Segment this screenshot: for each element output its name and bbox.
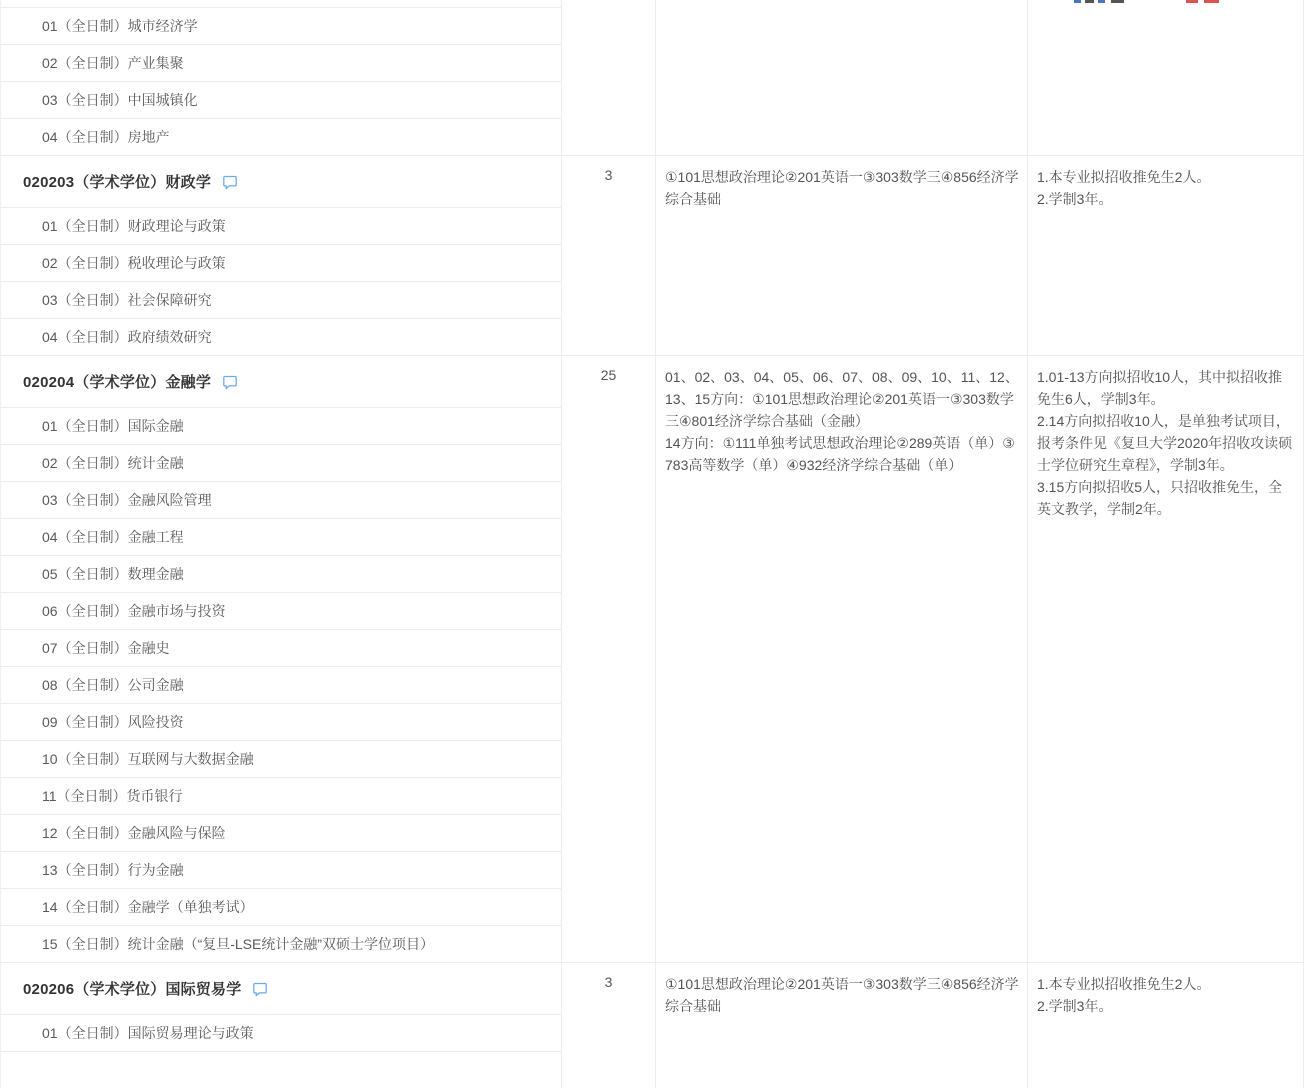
direction-row[interactable] <box>1 555 561 592</box>
comment-icon[interactable] <box>222 174 238 190</box>
table-group <box>1 155 1303 355</box>
direction-label: 14（全日制）金融学（单独考试） <box>42 899 254 915</box>
direction-row[interactable] <box>1 481 561 518</box>
exam-line: 14方向：①111单独考试思想政治理论②289英语（单）③783高等数学（单）④932经济学综合基础（单） <box>665 435 1015 473</box>
direction-label: 04（全日制）金融工程 <box>42 529 184 545</box>
remark-line: 3.15方向拟招收5人，只招收推免生，全英文教学，学制2年。 <box>1037 479 1283 517</box>
direction-row[interactable] <box>1 244 561 281</box>
quota-cell <box>561 963 655 1088</box>
truncated-text-fragment <box>1074 0 1081 3</box>
program-title: 020203（学术学位）财政学 <box>23 174 212 191</box>
direction-label: 15（全日制）统计金融（“复旦-LSE统计金融”双硕士学位项目） <box>42 936 435 952</box>
direction-row[interactable] <box>1 703 561 740</box>
direction-row[interactable] <box>1 444 561 481</box>
program-header-row[interactable] <box>1 156 561 207</box>
direction-row[interactable] <box>1 407 561 444</box>
direction-label: 01（全日制）国际金融 <box>42 418 184 434</box>
quota-value: 3 <box>604 167 613 183</box>
direction-label: 10（全日制）互联网与大数据金融 <box>42 751 254 767</box>
direction-label: 07（全日制）金融史 <box>42 640 170 656</box>
direction-label: 13（全日制）行为金融 <box>42 862 184 878</box>
remark-line: 1.01-13方向拟招收10人，其中拟招收推免生6人，学制3年。 <box>1037 369 1283 407</box>
truncated-row <box>1 1051 561 1088</box>
exam-subjects-cell <box>655 0 1027 155</box>
direction-row[interactable] <box>1 7 561 44</box>
direction-row[interactable] <box>1 740 561 777</box>
table-group <box>1 0 1303 155</box>
exam-line: 01、02、03、04、05、06、07、08、09、10、11、12、13、15方向：①101思想政治理论②201英语一③303数学三④801经济学综合基础（金融） <box>665 369 1019 429</box>
quota-cell <box>561 0 655 155</box>
remarks-cell <box>1027 0 1302 155</box>
direction-row[interactable] <box>1 81 561 118</box>
direction-row[interactable] <box>1 44 561 81</box>
direction-label: 06（全日制）金融市场与投资 <box>42 603 226 619</box>
direction-label: 02（全日制）税收理论与政策 <box>42 255 226 271</box>
direction-row[interactable] <box>1 814 561 851</box>
program-header-row[interactable] <box>1 963 561 1014</box>
exam-subjects-cell <box>655 356 1027 962</box>
remarks-cell <box>1027 356 1302 962</box>
direction-label: 03（全日制）金融风险管理 <box>42 492 212 508</box>
direction-label: 11（全日制）货币银行 <box>42 788 183 804</box>
direction-label: 08（全日制）公司金融 <box>42 677 184 693</box>
direction-row[interactable] <box>1 925 561 962</box>
program-title: 020206（学术学位）国际贸易学 <box>23 981 242 998</box>
directions-column <box>1 356 561 962</box>
exam-line: ①101思想政治理论②201英语一③303数学三④856经济学综合基础 <box>665 169 1019 207</box>
remark-line: 2.学制3年。 <box>1037 191 1113 207</box>
direction-row[interactable] <box>1 666 561 703</box>
direction-row[interactable] <box>1 281 561 318</box>
exam-subjects-cell <box>655 156 1027 355</box>
direction-row[interactable] <box>1 888 561 925</box>
direction-row[interactable] <box>1 629 561 666</box>
direction-label: 04（全日制）政府绩效研究 <box>42 329 212 345</box>
direction-label: 05（全日制）数理金融 <box>42 566 184 582</box>
direction-label: 12（全日制）金融风险与保险 <box>42 825 226 841</box>
direction-label: 09（全日制）风险投资 <box>42 714 184 730</box>
remark-line: 2.学制3年。 <box>1037 998 1113 1014</box>
direction-label: 01（全日制）国际贸易理论与政策 <box>42 1025 254 1041</box>
direction-row[interactable] <box>1 318 561 355</box>
program-title: 020204（学术学位）金融学 <box>23 374 212 391</box>
truncated-text-fragment <box>1085 0 1094 3</box>
program-header-row[interactable] <box>1 356 561 407</box>
direction-row[interactable] <box>1 777 561 814</box>
remark-line: 1.本专业拟招收推免生2人。 <box>1037 976 1211 992</box>
direction-label: 02（全日制）统计金融 <box>42 455 184 471</box>
direction-label: 04（全日制）房地产 <box>42 129 170 145</box>
direction-label: 03（全日制）社会保障研究 <box>42 292 212 308</box>
direction-label: 03（全日制）中国城镇化 <box>42 92 198 108</box>
table-group <box>1 962 1303 1088</box>
quota-value: 25 <box>600 367 617 383</box>
direction-label: 01（全日制）财政理论与政策 <box>42 218 226 234</box>
directions-column <box>1 963 561 1088</box>
directions-column <box>1 156 561 355</box>
quota-cell <box>561 156 655 355</box>
table-group <box>1 355 1303 962</box>
truncated-text-fragment <box>1098 0 1105 3</box>
direction-row[interactable] <box>1 1014 561 1051</box>
truncated-row <box>1 0 561 7</box>
direction-label: 01（全日制）城市经济学 <box>42 18 198 34</box>
direction-label: 02（全日制）产业集聚 <box>42 55 184 71</box>
truncated-text-fragment <box>1111 0 1124 3</box>
truncated-text-fragment <box>1204 0 1219 3</box>
direction-row[interactable] <box>1 207 561 244</box>
comment-icon[interactable] <box>222 374 238 390</box>
remarks-cell <box>1027 156 1302 355</box>
direction-row[interactable] <box>1 518 561 555</box>
direction-row[interactable] <box>1 592 561 629</box>
direction-row[interactable] <box>1 851 561 888</box>
exam-subjects-cell <box>655 963 1027 1088</box>
remarks-cell <box>1027 963 1302 1088</box>
exam-line: ①101思想政治理论②201英语一③303数学三④856经济学综合基础 <box>665 976 1019 1014</box>
remark-line: 2.14方向拟招收10人，是单独考试项目，报考条件见《复旦大学2020年招收攻读硕士学位研究生章程》，学制3年。 <box>1037 413 1293 473</box>
directions-column <box>1 0 561 155</box>
direction-row[interactable] <box>1 118 561 155</box>
comment-icon[interactable] <box>252 981 268 997</box>
quota-value: 3 <box>604 974 613 990</box>
truncated-text-fragment <box>1186 0 1198 3</box>
remark-line: 1.本专业拟招收推免生2人。 <box>1037 169 1211 185</box>
quota-cell <box>561 356 655 962</box>
